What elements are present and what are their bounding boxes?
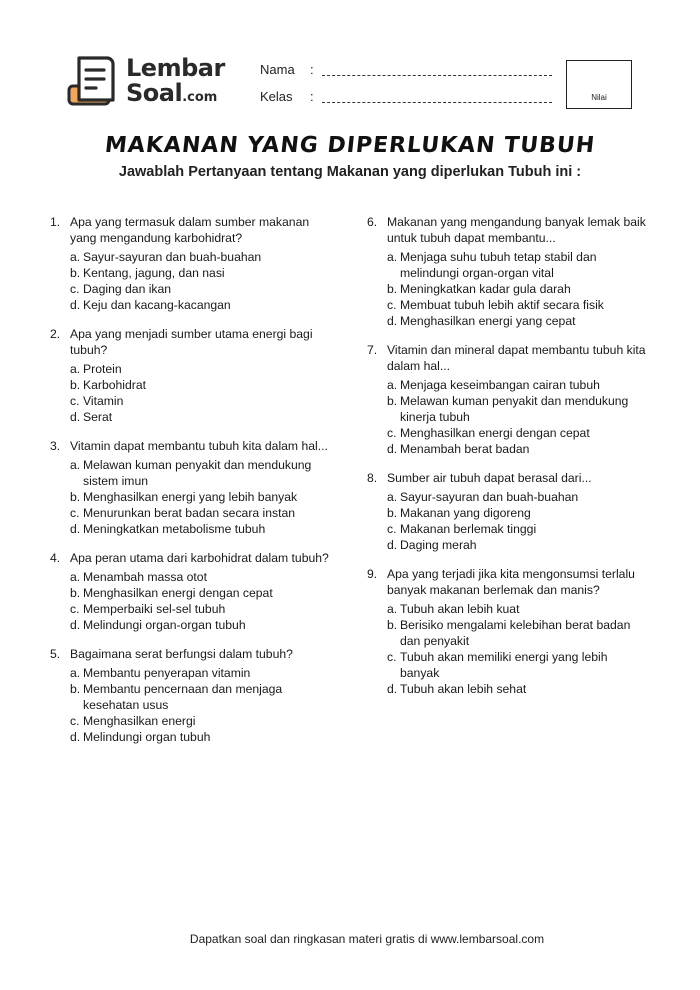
document-icon <box>66 54 120 108</box>
option-text: Menghasilkan energi <box>83 714 196 728</box>
question-text: Vitamin dan mineral dapat membantu tubuh kita dalam hal... <box>387 343 646 373</box>
answer-option[interactable] <box>70 665 330 681</box>
answer-options <box>70 457 330 537</box>
question-number: 8. <box>367 471 378 485</box>
logo-suffix: .com <box>182 90 218 105</box>
answer-option[interactable] <box>387 681 647 697</box>
answer-option[interactable] <box>70 265 330 281</box>
answer-option[interactable] <box>387 521 647 537</box>
answer-option[interactable] <box>70 377 330 393</box>
question-number: 3. <box>50 439 61 453</box>
option-letter: c. <box>387 522 397 536</box>
option-letter: d. <box>70 730 81 744</box>
option-letter: b. <box>70 266 81 280</box>
option-text: Menurunkan berat badan secara instan <box>83 506 296 520</box>
answer-option[interactable] <box>387 377 647 393</box>
option-text: Makanan yang digoreng <box>400 506 531 520</box>
option-text: Menambah massa otot <box>83 570 207 584</box>
answer-option[interactable] <box>387 249 647 281</box>
question-7 <box>367 342 647 457</box>
answer-option[interactable] <box>70 361 330 377</box>
question-text: Bagaimana serat berfungsi dalam tubuh? <box>70 647 293 661</box>
option-letter: c. <box>387 426 397 440</box>
option-text: Melindungi organ-organ tubuh <box>83 618 246 632</box>
class-input-line[interactable] <box>322 102 552 103</box>
name-input-line[interactable] <box>322 75 552 76</box>
option-letter: a. <box>70 458 81 472</box>
answer-option[interactable] <box>70 713 330 729</box>
logo-line-1: Lembar <box>126 54 225 82</box>
question-2 <box>50 326 330 425</box>
answer-option[interactable] <box>70 457 330 489</box>
option-letter: c. <box>387 298 397 312</box>
question-text: Apa yang terjadi jika kita mengonsumsi terlalu banyak makanan berlemak dan manis? <box>387 567 635 597</box>
page-subtitle: Jawablah Pertanyaan tentang Makanan yang diperlukan Tubuh ini : <box>118 164 582 180</box>
name-label: Nama <box>260 62 295 77</box>
question-5 <box>50 646 330 745</box>
option-text: Tubuh akan memiliki energi yang lebih banyak <box>400 650 608 680</box>
answer-option[interactable] <box>70 249 330 265</box>
footer-text: Dapatkan soal dan ringkasan materi gratis di www.lembarsoal.com <box>189 932 545 946</box>
option-letter: a. <box>387 378 398 392</box>
answer-option[interactable] <box>387 649 647 681</box>
option-letter: b. <box>387 394 398 408</box>
option-letter: a. <box>387 602 398 616</box>
answer-options <box>387 489 647 553</box>
answer-options <box>387 249 647 329</box>
answer-option[interactable] <box>387 425 647 441</box>
option-text: Daging merah <box>400 538 477 552</box>
option-text: Menghasilkan energi yang cepat <box>400 314 576 328</box>
question-text: Apa yang termasuk dalam sumber makanan yang mengandung karbohidrat? <box>70 215 310 245</box>
question-number: 5. <box>50 647 61 661</box>
answer-option[interactable] <box>387 489 647 505</box>
option-text: Membantu penyerapan vitamin <box>83 666 251 680</box>
option-letter: d. <box>70 618 81 632</box>
option-letter: a. <box>70 362 81 376</box>
answer-options <box>70 361 330 425</box>
answer-option[interactable] <box>70 729 330 745</box>
questions-right-column <box>367 214 647 710</box>
name-colon: : <box>310 62 314 77</box>
option-text: Protein <box>83 362 122 376</box>
answer-option[interactable] <box>387 393 647 425</box>
logo-wordmark <box>126 56 225 110</box>
question-1 <box>50 214 330 313</box>
option-letter: d. <box>70 522 81 536</box>
option-text: Kentang, jagung, dan nasi <box>83 266 225 280</box>
option-letter: b. <box>70 586 81 600</box>
page-title: MAKANAN YANG DIPERLUKAN TUBUH <box>103 133 597 158</box>
option-letter: c. <box>70 394 80 408</box>
option-letter: d. <box>387 682 398 696</box>
option-text: Menghasilkan energi yang lebih banyak <box>83 490 298 504</box>
answer-option[interactable] <box>387 281 647 297</box>
option-letter: a. <box>387 250 398 264</box>
option-text: Membantu pencernaan dan menjaga kesehatan usus <box>83 682 283 712</box>
option-text: Sayur-sayuran dan buah-buahan <box>400 490 579 504</box>
class-label: Kelas <box>260 89 293 104</box>
answer-option[interactable] <box>70 297 330 313</box>
option-letter: a. <box>70 250 81 264</box>
answer-options <box>387 601 647 697</box>
option-letter: c. <box>387 650 397 664</box>
question-text: Makanan yang mengandung banyak lemak baik untuk tubuh dapat membantu... <box>387 215 646 245</box>
answer-option[interactable] <box>387 313 647 329</box>
option-text: Meningkatkan kadar gula darah <box>400 282 571 296</box>
score-box[interactable] <box>566 60 632 109</box>
question-6 <box>367 214 647 329</box>
option-letter: d. <box>387 442 398 456</box>
question-text: Apa yang menjadi sumber utama energi bagi tubuh? <box>70 327 313 357</box>
option-text: Memperbaiki sel-sel tubuh <box>83 602 226 616</box>
answer-option[interactable] <box>387 297 647 313</box>
option-letter: c. <box>70 714 80 728</box>
option-letter: b. <box>387 282 398 296</box>
option-text: Daging dan ikan <box>83 282 172 296</box>
answer-option[interactable] <box>70 569 330 585</box>
answer-option[interactable] <box>70 393 330 409</box>
question-text: Apa peran utama dari karbohidrat dalam tubuh? <box>70 551 329 565</box>
option-letter: a. <box>387 490 398 504</box>
question-3 <box>50 438 330 537</box>
option-letter: c. <box>70 506 80 520</box>
answer-option[interactable] <box>70 585 330 601</box>
answer-option[interactable] <box>387 505 647 521</box>
answer-options <box>70 665 330 745</box>
question-number: 9. <box>367 567 378 581</box>
option-text: Menghasilkan energi dengan cepat <box>400 426 590 440</box>
answer-option[interactable] <box>70 601 330 617</box>
answer-option[interactable] <box>70 281 330 297</box>
option-text: Menghasilkan energi dengan cepat <box>83 586 273 600</box>
option-text: Karbohidrat <box>83 378 147 392</box>
option-text: Menjaga suhu tubuh tetap stabil dan melindungi organ-organ vital <box>400 250 597 280</box>
question-number: 7. <box>367 343 378 357</box>
option-letter: c. <box>70 602 80 616</box>
question-number: 2. <box>50 327 61 341</box>
option-text: Melindungi organ tubuh <box>83 730 211 744</box>
answer-options <box>387 377 647 457</box>
answer-option[interactable] <box>70 505 330 521</box>
option-letter: b. <box>70 682 81 696</box>
option-text: Melawan kuman penyakit dan mendukung kinerja tubuh <box>400 394 629 424</box>
answer-option[interactable] <box>70 489 330 505</box>
answer-options <box>70 569 330 633</box>
question-number: 6. <box>367 215 378 229</box>
answer-option[interactable] <box>70 521 330 537</box>
question-number: 1. <box>50 215 61 229</box>
option-text: Berisiko mengalami kelebihan berat badan dan penyakit <box>400 618 631 648</box>
question-9 <box>367 566 647 697</box>
option-letter: d. <box>387 314 398 328</box>
option-text: Keju dan kacang-kacangan <box>83 298 231 312</box>
option-letter: b. <box>70 490 81 504</box>
option-text: Membuat tubuh lebih aktif secara fisik <box>400 298 604 312</box>
option-text: Vitamin <box>83 394 124 408</box>
option-letter: d. <box>70 410 81 424</box>
answer-option[interactable] <box>387 617 647 649</box>
question-4 <box>50 550 330 633</box>
option-text: Sayur-sayuran dan buah-buahan <box>83 250 262 264</box>
option-letter: d. <box>70 298 81 312</box>
question-text: Vitamin dapat membantu tubuh kita dalam hal... <box>70 439 328 453</box>
logo-line-2: Soal <box>126 79 183 107</box>
option-text: Meningkatkan metabolisme tubuh <box>83 522 266 536</box>
option-letter: c. <box>70 282 80 296</box>
question-8 <box>367 470 647 553</box>
option-letter: d. <box>387 538 398 552</box>
option-letter: a. <box>70 570 81 584</box>
option-text: Melawan kuman penyakit dan mendukung sistem imun <box>83 458 312 488</box>
question-text: Sumber air tubuh dapat berasal dari... <box>387 471 592 485</box>
answer-option[interactable] <box>70 617 330 633</box>
answer-option[interactable] <box>387 537 647 553</box>
option-text: Menambah berat badan <box>400 442 530 456</box>
question-number: 4. <box>50 551 61 565</box>
answer-option[interactable] <box>70 409 330 425</box>
option-letter: b. <box>387 618 398 632</box>
answer-option[interactable] <box>70 681 330 713</box>
answer-option[interactable] <box>387 601 647 617</box>
answer-options <box>70 249 330 313</box>
answer-option[interactable] <box>387 441 647 457</box>
option-letter: a. <box>70 666 81 680</box>
option-text: Menjaga keseimbangan cairan tubuh <box>400 378 600 392</box>
option-text: Tubuh akan lebih sehat <box>400 682 527 696</box>
option-text: Tubuh akan lebih kuat <box>400 602 520 616</box>
option-letter: b. <box>70 378 81 392</box>
questions-left-column <box>50 214 330 758</box>
option-text: Serat <box>83 410 113 424</box>
logo <box>66 54 226 110</box>
class-colon: : <box>310 89 314 104</box>
option-letter: b. <box>387 506 398 520</box>
score-label: Nilai <box>591 93 607 102</box>
option-text: Makanan berlemak tinggi <box>400 522 537 536</box>
